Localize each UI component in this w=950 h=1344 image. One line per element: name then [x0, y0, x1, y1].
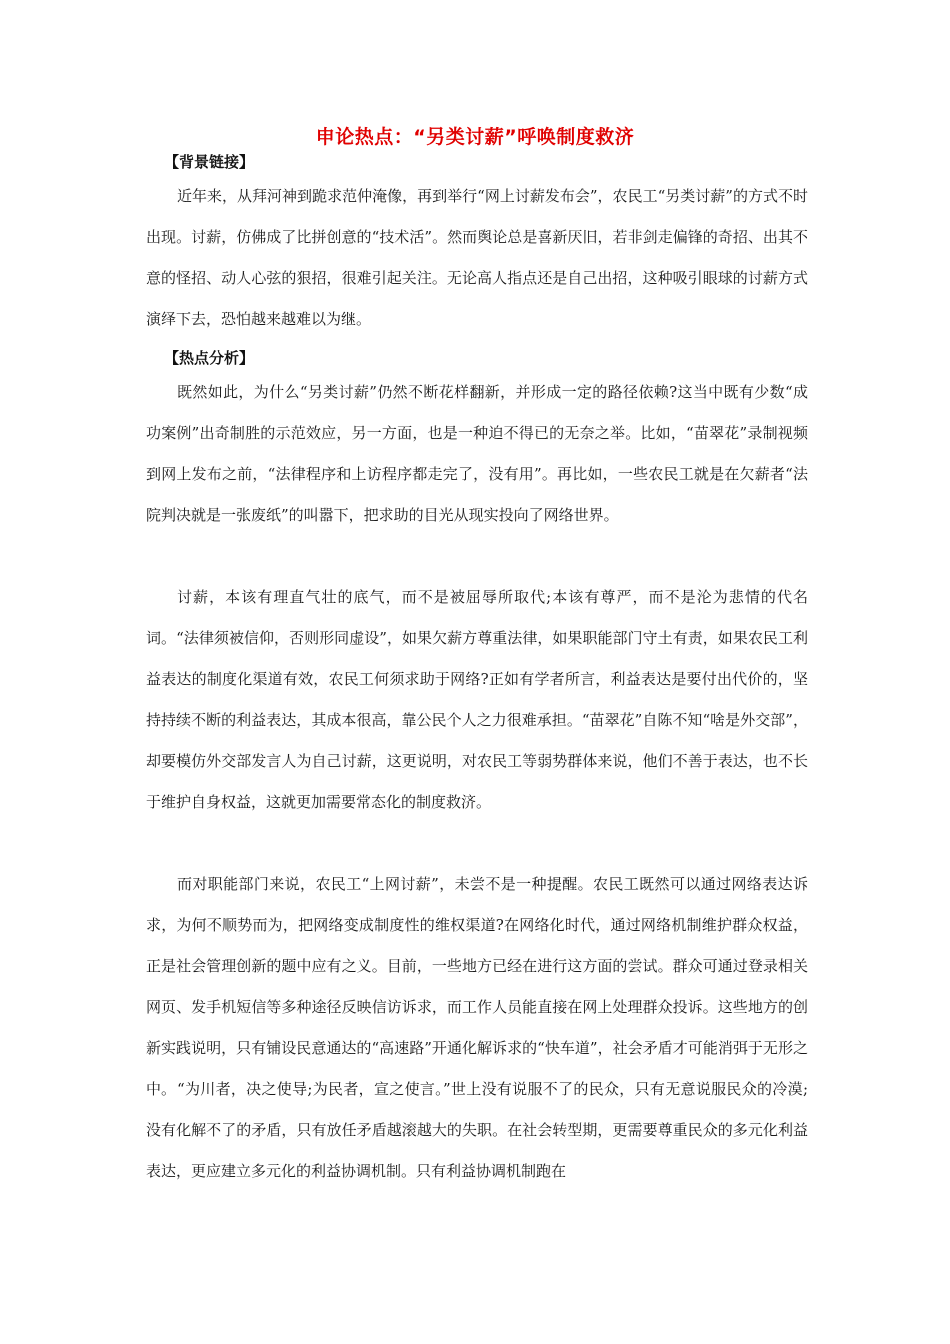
section-heading-analysis: 【热点分析】	[164, 349, 255, 367]
paragraph-analysis-4: “为川者，决之使导;为民者，宣之使言。”世上没有说服不了的民众，只有无意说服民众的冷漠;没有化解不了的矛盾，只有放任矛盾越滚越大的失职。在社会转型期，更需要尊重民众的多元化利益表达，更应建立多元化的利益协调机制。只有利益协调机制跑在	[146, 1080, 808, 1180]
section-heading-background: 【背景链接】	[164, 153, 255, 171]
paragraph-analysis-2: 讨薪，本该有理直气壮的底气，而不是被屈辱所取代;本该有尊严，而不是沦为悲情的代名词。“法律须被信仰，否则形同虚设”，如果欠薪方尊重法律，如果职能部门守土有责，如果农民工利益表达的制度化渠道有效，农民工何须求助于网络?正如有学者所言，利益表达是要付出代价的，坚持持续不断的利益表达，其成本很高，靠公民个人之力很难承担。“苗翠花”自陈不知“啥是外交部”，却要模仿外交部发言人为自己讨薪，这更说明，对农民工等弱势群体来说，他们不善于表达，也不长于维护自身权益，这就更加需要常态化的制度救济。	[146, 588, 808, 811]
paragraph-background: 近年来，从拜河神到跪求范仲淹像，再到举行“网上讨薪发布会”，农民工“另类讨薪”的方式不时出现。讨薪，仿佛成了比拼创意的“技术活”。然而舆论总是喜新厌旧，若非剑走偏锋的奇招、出其不意的怪招、动人心弦的狠招，很难引起关注。无论高人指点还是自己出招，这种吸引眼球的讨薪方式演绎下去，恐怕越来越难以为继。	[146, 187, 808, 328]
paragraph-analysis-3: 而对职能部门来说，农民工“上网讨薪”，未尝不是一种提醒。农民工既然可以通过网络表达诉求，为何不顺势而为，把网络变成制度性的维权渠道?在网络化时代，通过网络机制维护群众权益，正是社会管理创新的题中应有之义。目前，一些地方已经在进行这方面的尝试。群众可通过登录相关网页、发手机短信等多种途径反映信访诉求，而工作人员能直接在网上处理群众投诉。这些地方的创新实践说明，只有铺设民意通达的“高速路”开通化解诉求的“快车道”，社会矛盾才可能消弭于无形之中。	[146, 875, 808, 1098]
document-title: 申论热点：“另类讨薪”呼唤制度救济	[315, 126, 635, 148]
paragraph-analysis-1: 既然如此，为什么“另类讨薪”仍然不断花样翻新，并形成一定的路径依赖?这当中既有少数“成功案例”出奇制胜的示范效应，另一方面，也是一种迫不得已的无奈之举。比如，“苗翠花”录制视频到网上发布之前，“法律程序和上访程序都走完了，没有用”。再比如，一些农民工就是在欠薪者“法院判决就是一张废纸”的叫嚣下，把求助的目光从现实投向了网络世界。	[146, 383, 808, 524]
